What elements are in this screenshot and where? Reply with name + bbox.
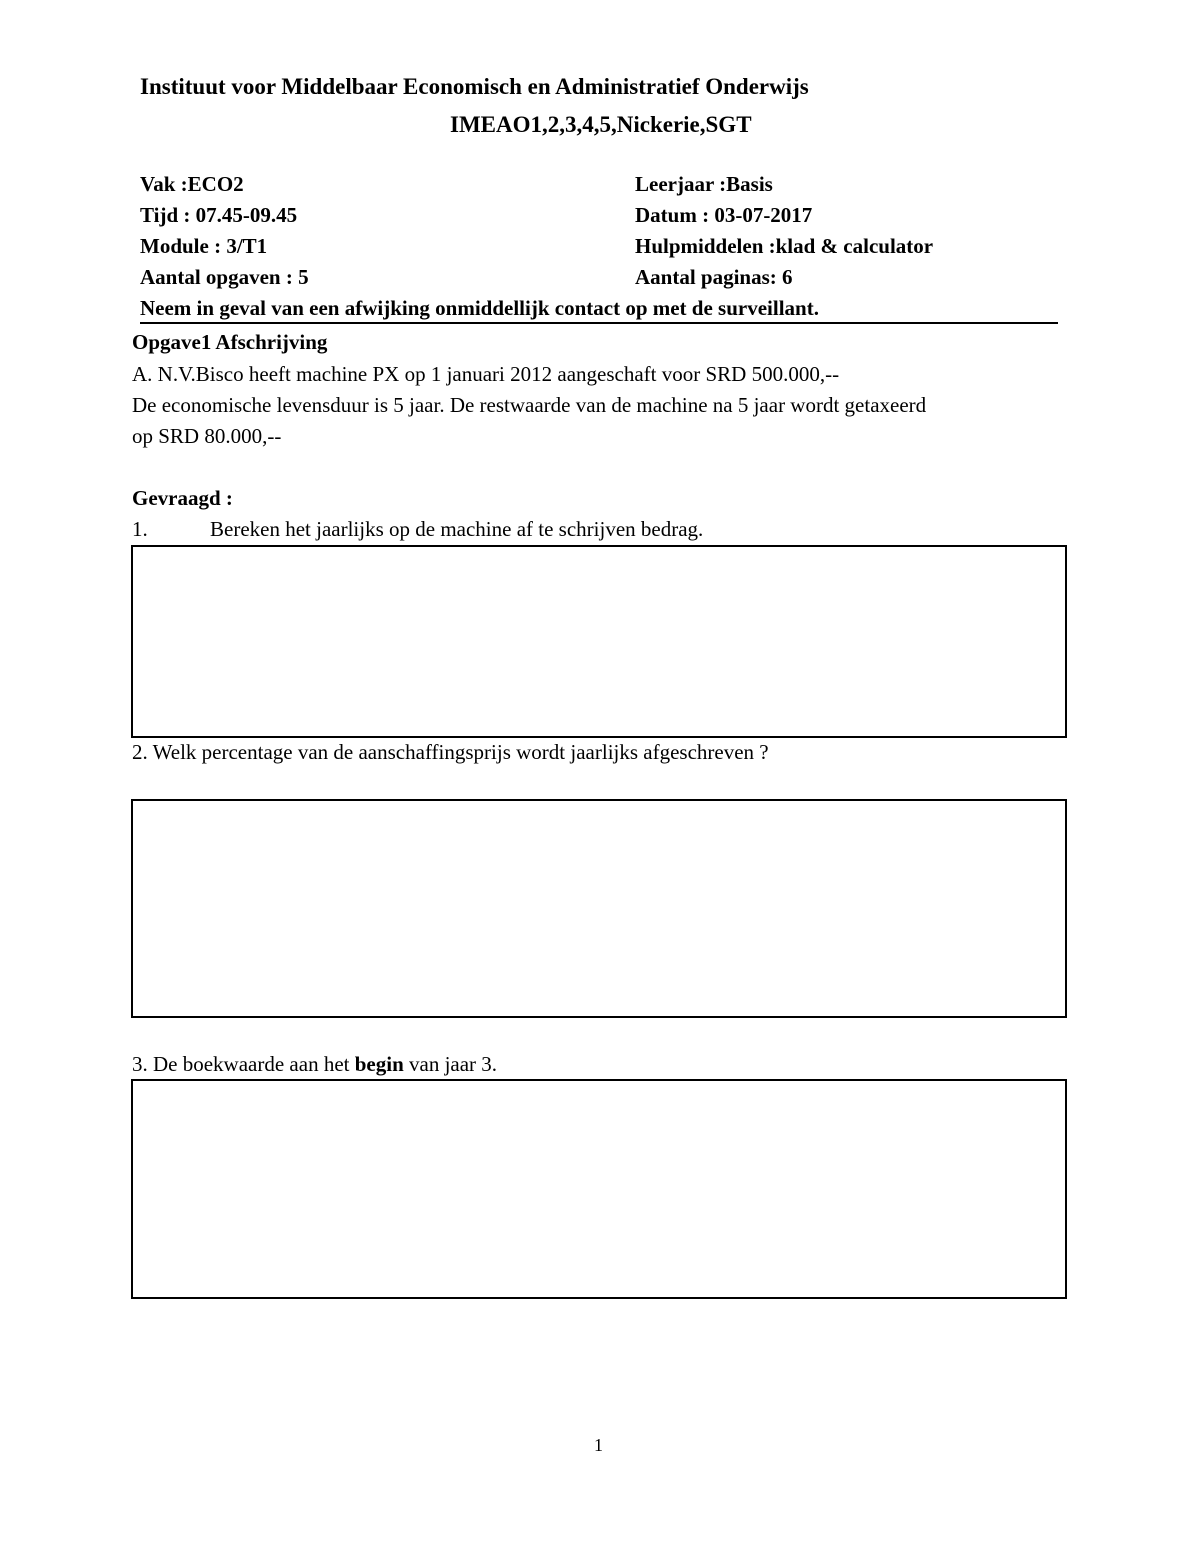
question-3-post: van jaar 3. [403, 1052, 498, 1076]
vak-field: Vak :ECO2 [140, 172, 244, 196]
header-divider [140, 322, 1058, 324]
answer-box-3[interactable] [131, 1079, 1067, 1299]
hulpmiddelen-field: Hulpmiddelen :klad & calculator [635, 234, 934, 258]
answer-box-2[interactable] [131, 799, 1067, 1018]
intro-line-3: op SRD 80.000,-- [132, 424, 282, 448]
answer-box-1[interactable] [131, 545, 1067, 738]
datum-field: Datum : 03-07-2017 [635, 203, 813, 227]
question-2: 2. Welk percentage van de aanschaffingsprijs wordt jaarlijks afgeschreven ? [132, 740, 769, 764]
surveillant-notice: Neem in geval van een afwijking onmiddellijk contact op met de surveillant. [140, 296, 819, 320]
aantal-opgaven-field: Aantal opgaven : 5 [140, 265, 309, 289]
question-1-text: Bereken het jaarlijks op de machine af te schrijven bedrag. [210, 517, 704, 541]
question-3 [132, 1052, 497, 1077]
question-1 [132, 517, 703, 542]
gevraagd-heading: Gevraagd : [132, 486, 233, 510]
page-number: 1 [594, 1435, 603, 1455]
aantal-paginas-field: Aantal paginas: 6 [635, 265, 793, 289]
schools-subtitle: IMEAO1,2,3,4,5,Nickerie,SGT [450, 112, 752, 137]
question-3-pre: 3. De boekwaarde aan het [132, 1052, 355, 1076]
module-field: Module : 3/T1 [140, 234, 268, 258]
institute-title: Instituut voor Middelbaar Economisch en Administratief Onderwijs [140, 74, 809, 99]
leerjaar-field: Leerjaar :Basis [635, 172, 773, 196]
intro-line-1: A. N.V.Bisco heeft machine PX op 1 januari 2012 aangeschaft voor SRD 500.000,-- [132, 362, 840, 386]
question-3-emphasis: begin [354, 1052, 404, 1076]
opgave-title: Opgave1 Afschrijving [132, 330, 328, 354]
question-1-number: 1. [132, 517, 148, 541]
tijd-field: Tijd : 07.45-09.45 [140, 203, 298, 227]
intro-line-2: De economische levensduur is 5 jaar. De restwaarde van de machine na 5 jaar wordt getaxeerd [132, 393, 927, 417]
